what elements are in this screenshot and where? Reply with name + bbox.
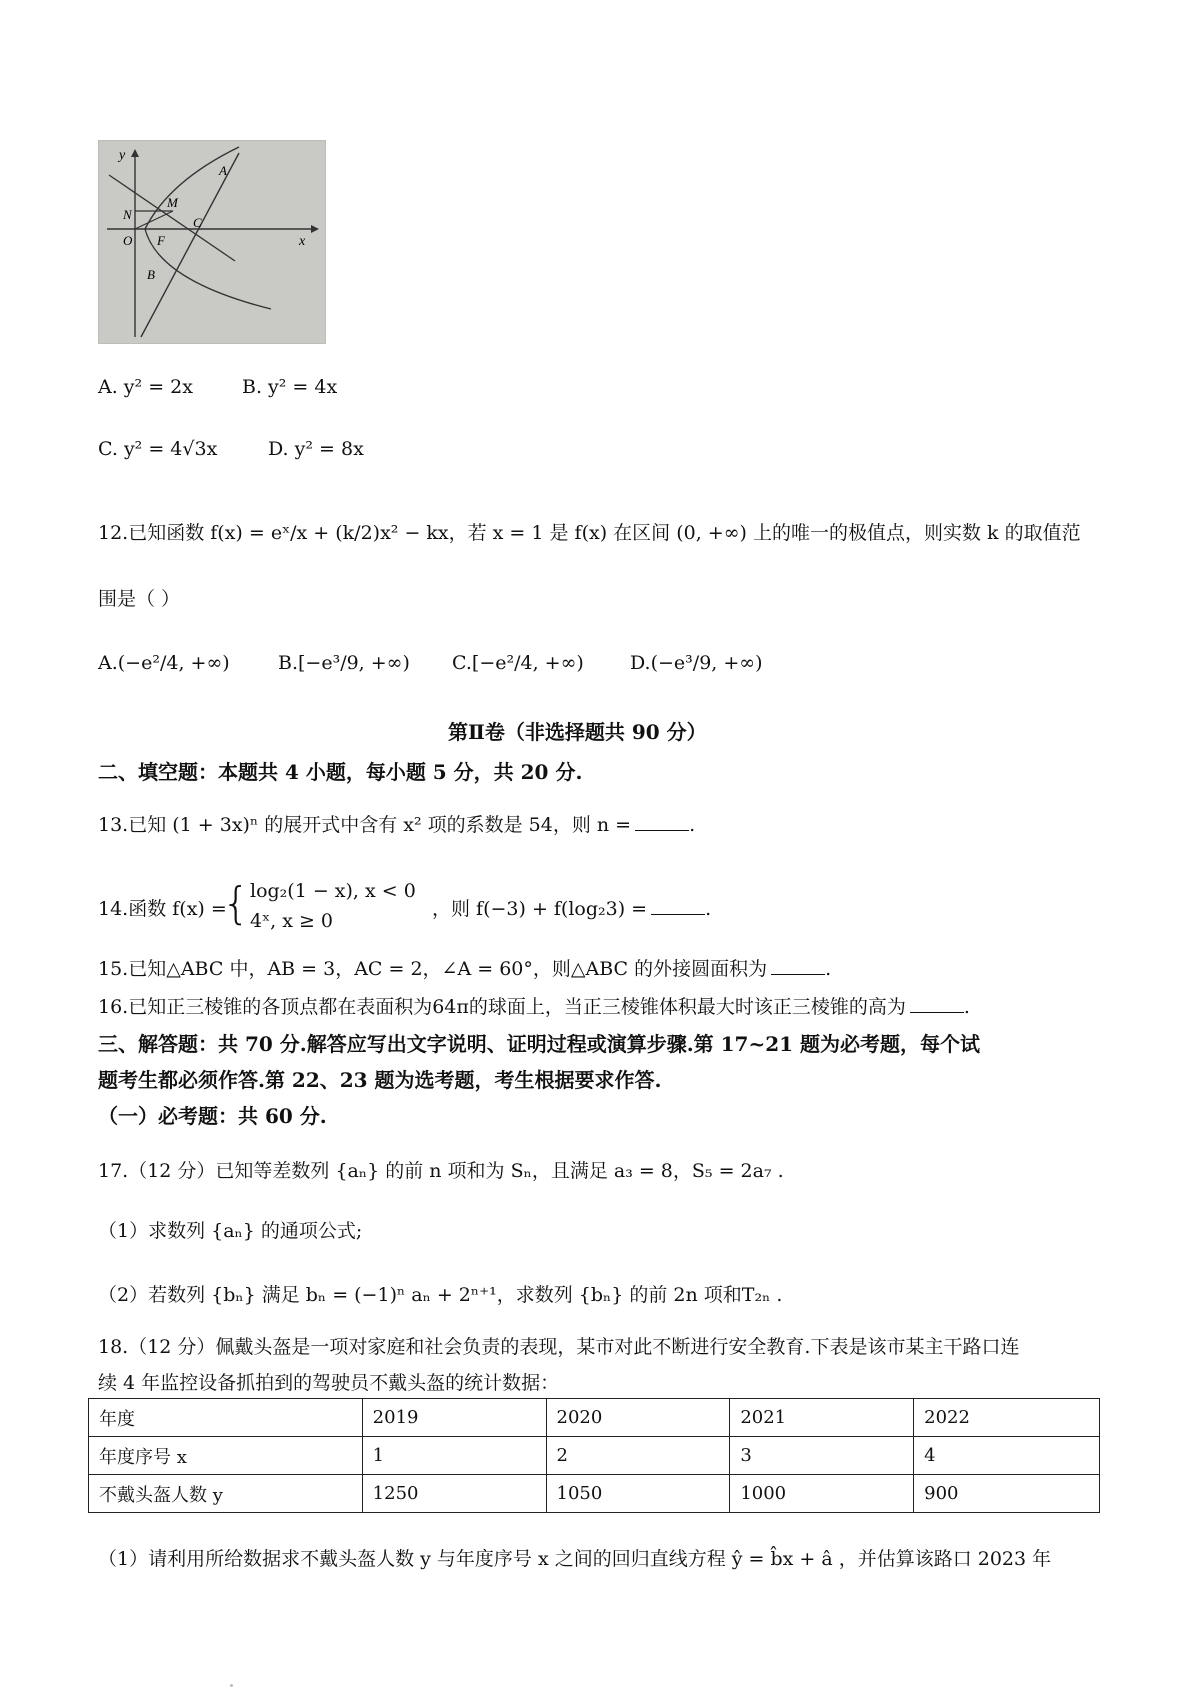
q14-case-2: 4ˣ, x ≥ 0	[250, 910, 334, 932]
parabola-diagram	[99, 141, 325, 343]
q12-stem: 12.已知函数 f(x) = eˣ/x + (k/2)x² − kx，若 x = 1 是 f(x) 在区间 (0, +∞) 上的唯一的极值点，则实数 k 的取值范	[98, 522, 1081, 544]
q13-stem: 13.已知 (1 + 3x)ⁿ 的展开式中含有 x² 项的系数是 54，则 n = .	[98, 814, 696, 836]
q16-text: 16.已知正三棱锥的各顶点都在表面积为64π的球面上，当正三棱锥体积最大时该正三棱锥的高为	[98, 996, 906, 1018]
q14-case-1: log₂(1 − x), x < 0	[250, 880, 416, 902]
q11-option-b: B. y² = 4x	[242, 376, 338, 398]
q12-option-b: B.[−e³/9, +∞)	[278, 652, 410, 674]
section3-heading-line2: 题考生都必须作答.第 22、23 题为选考题，考生根据要求作答.	[98, 1068, 662, 1092]
q14-prefix: 14.函数 f(x) =	[98, 898, 227, 920]
label-b: B	[147, 267, 155, 282]
q15-stem: 15.已知△ABC 中，AB = 3，AC = 2，∠A = 60°，则△ABC 的外接圆面积为 .	[98, 958, 832, 980]
q12-option-c: C.[−e²/4, +∞)	[452, 652, 584, 674]
table-cell: 1	[362, 1437, 546, 1475]
table-cell: 2021	[730, 1399, 914, 1437]
table-row	[89, 1475, 1100, 1513]
parabola-figure	[98, 140, 326, 344]
q12-option-a: A.(−e²/4, +∞)	[98, 652, 230, 674]
q18-part1: （1）请利用所给数据求不戴头盔人数 y 与年度序号 x 之间的回归直线方程 ŷ = b̂x + â ，并估算该路口 2023 年	[98, 1548, 1052, 1570]
label-n: N	[123, 207, 132, 222]
table-cell: 4	[914, 1437, 1100, 1475]
q14-answer-blank[interactable]	[651, 914, 705, 915]
q16-answer-blank[interactable]	[910, 1012, 964, 1013]
q11-option-d: D. y² = 8x	[268, 438, 364, 460]
q16-stem: 16.已知正三棱锥的各顶点都在表面积为64π的球面上，当正三棱锥体积最大时该正三棱锥的高为 .	[98, 996, 970, 1018]
table-cell: 1050	[546, 1475, 730, 1513]
part2-title: 第Ⅱ卷（非选择题共 90 分）	[448, 720, 707, 744]
q14-brace: {	[222, 878, 250, 929]
table-cell: 年度	[89, 1399, 363, 1437]
table-cell: 年度序号 x	[89, 1437, 363, 1475]
label-f: F	[157, 233, 165, 248]
table-cell: 不戴头盔人数 y	[89, 1475, 363, 1513]
x-axis-arrow	[311, 225, 319, 233]
table-cell: 3	[730, 1437, 914, 1475]
label-m: M	[167, 195, 178, 210]
table-cell: 2020	[546, 1399, 730, 1437]
table-row	[89, 1437, 1100, 1475]
table-cell: 900	[914, 1475, 1100, 1513]
helmet-statistics-table	[88, 1398, 1100, 1513]
label-a: A	[219, 163, 227, 178]
section2-heading: 二、填空题：本题共 4 小题，每小题 5 分，共 20 分.	[98, 760, 583, 784]
table-cell: 2022	[914, 1399, 1100, 1437]
label-c: C	[193, 215, 202, 230]
table-row	[89, 1399, 1100, 1437]
q17-stem: 17.（12 分）已知等差数列 {aₙ} 的前 n 项和为 Sₙ，且满足 a₃ = 8，S₅ = 2a₇ .	[98, 1160, 784, 1182]
q15-answer-blank[interactable]	[771, 974, 825, 975]
q12-stem-continued: 围是（ ）	[98, 588, 181, 610]
q13-text: 13.已知 (1 + 3x)ⁿ 的展开式中含有 x² 项的系数是 54，则 n =	[98, 814, 632, 836]
label-y: y	[119, 148, 126, 163]
required-heading: （一）必考题：共 60 分.	[98, 1104, 327, 1128]
q17-part2: （2）若数列 {bₙ} 满足 bₙ = (−1)ⁿ aₙ + 2ⁿ⁺¹，求数列 {bₙ} 的前 2n 项和T₂ₙ .	[98, 1284, 783, 1306]
label-o: O	[123, 233, 133, 248]
q17-part1: （1）求数列 {aₙ} 的通项公式;	[98, 1220, 363, 1242]
section3-heading-line1: 三、解答题：共 70 分.解答应写出文字说明、证明过程或演算步骤.第 17~21 题为必考题，每个试	[98, 1032, 981, 1056]
y-axis-arrow	[131, 149, 139, 157]
table-cell: 1250	[362, 1475, 546, 1513]
table-cell: 1000	[730, 1475, 914, 1513]
q11-option-c: C. y² = 4√3x	[98, 438, 218, 460]
table-cell: 2	[546, 1437, 730, 1475]
parabola-curve	[145, 147, 271, 309]
label-x: x	[299, 234, 306, 249]
line-through-focus	[141, 153, 239, 337]
page-dot	[230, 1684, 233, 1687]
table-cell: 2019	[362, 1399, 546, 1437]
q18-stem-line2: 续 4 年监控设备抓拍到的驾驶员不戴头盔的统计数据：	[98, 1372, 560, 1394]
q13-answer-blank[interactable]	[635, 830, 689, 831]
q14-suffix-text: ，则 f(−3) + f(log₂3) =	[432, 898, 648, 920]
q12-option-d: D.(−e³/9, +∞)	[630, 652, 763, 674]
q15-text: 15.已知△ABC 中，AB = 3，AC = 2，∠A = 60°，则△ABC 的外接圆面积为	[98, 958, 768, 980]
q14-suffix: ，则 f(−3) + f(log₂3) = .	[432, 898, 712, 920]
q18-stem-line1: 18.（12 分）佩戴头盔是一项对家庭和社会负责的表现，某市对此不断进行安全教育.下表是该市某主干路口连	[98, 1336, 1020, 1358]
q11-option-a: A. y² = 2x	[98, 376, 193, 398]
